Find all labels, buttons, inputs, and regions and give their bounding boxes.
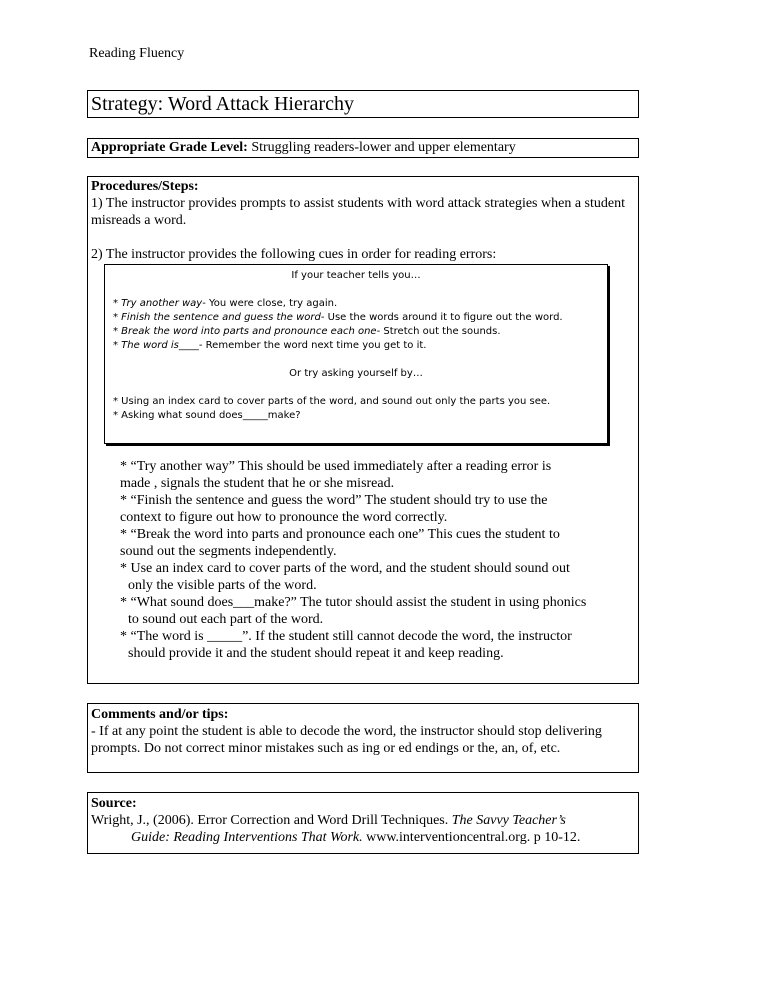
self-ask-item: * Using an index card to cover parts of the word, and sound out only the parts you see. [113, 396, 551, 407]
citation-book-title-part2: Guide: Reading Interventions That Work. [131, 830, 363, 845]
strategy-title-box [87, 90, 639, 118]
explanation-line: * “Finish the sentence and guess the word” The student should try to use the [120, 493, 548, 508]
citation-url-pages: www.interventioncentral.org. p 10-12. [362, 830, 581, 845]
explanation-line: only the visible parts of the word. [128, 578, 317, 593]
explanation-line: should provide it and the student should repeat it and keep reading. [128, 646, 504, 661]
source-box [87, 792, 639, 854]
cue-meaning: - You were close, try again. [202, 298, 338, 309]
page-header: Reading Fluency [89, 46, 185, 61]
explanation-line: * “What sound does___make?” The tutor should assist the student in using phonics [120, 595, 587, 610]
comments-text: - If at any point the student is able to decode the word, the instructor should stop delivering prompts. Do not correct minor mistakes such as ing or ed endings or the, an, of, etc. [91, 724, 602, 756]
explanation-line: * “Try another way” This should be used immediately after a reading error is [120, 459, 552, 474]
comments-box [87, 703, 639, 773]
cue-explanations [120, 458, 635, 662]
grade-value: Struggling readers-lower and upper elementary [247, 140, 516, 155]
cue-prompt: * Break the word into parts and pronounce each one [113, 326, 377, 337]
cue-meaning: - Use the words around it to figure out the word. [320, 312, 563, 323]
cue-meaning: - Stretch out the sounds. [376, 326, 501, 337]
cue-item [113, 297, 599, 311]
procedure-step-2: 2) The instructor provides the following cues in order for reading errors: [91, 247, 497, 262]
procedures-heading: Procedures/Steps: [91, 179, 199, 194]
self-ask-item: * Asking what sound does_____make? [113, 410, 301, 421]
procedure-step-1: 1) The instructor provides prompts to assist students with word attack strategies when a student misreads a word. [91, 196, 625, 228]
explanation-line: made , signals the student that he or she misread. [120, 476, 395, 491]
grade-level-box [87, 138, 639, 158]
cue-prompt: * Try another way [113, 298, 203, 309]
comments-heading: Comments and/or tips: [91, 707, 229, 722]
self-ask-intro: Or try asking yourself by… [289, 368, 423, 379]
citation-line-2 [91, 829, 635, 846]
cue-item [113, 339, 599, 353]
explanation-line: context to figure out how to pronounce the word correctly. [120, 510, 448, 525]
cue-panel [104, 264, 608, 444]
cue-intro: If your teacher tells you… [291, 270, 421, 281]
explanation-line: sound out the segments independently. [120, 544, 337, 559]
citation-author-title: Wright, J., (2006). Error Correction and Word Drill Techniques. [91, 813, 452, 828]
explanation-line: * “Break the word into parts and pronounce each one” This cues the student to [120, 527, 560, 542]
explanation-line: * “The word is _____”. If the student still cannot decode the word, the instructor [120, 629, 572, 644]
grade-label: Appropriate Grade Level: [91, 140, 248, 155]
cue-item [113, 325, 599, 339]
cue-meaning: - Remember the word next time you get to it. [198, 340, 427, 351]
cue-prompt: * The word is____ [113, 340, 199, 351]
citation-book-title-part1: The Savvy Teacher’s [451, 813, 566, 828]
explanation-line: * Use an index card to cover parts of the word, and the student should sound out [120, 561, 570, 576]
source-heading: Source: [91, 796, 137, 811]
explanation-line: to sound out each part of the word. [128, 612, 324, 627]
cue-item [113, 311, 599, 325]
strategy-title: Strategy: Word Attack Hierarchy [91, 93, 354, 115]
cue-prompt: * Finish the sentence and guess the word [113, 312, 321, 323]
citation-line-1 [91, 812, 635, 829]
